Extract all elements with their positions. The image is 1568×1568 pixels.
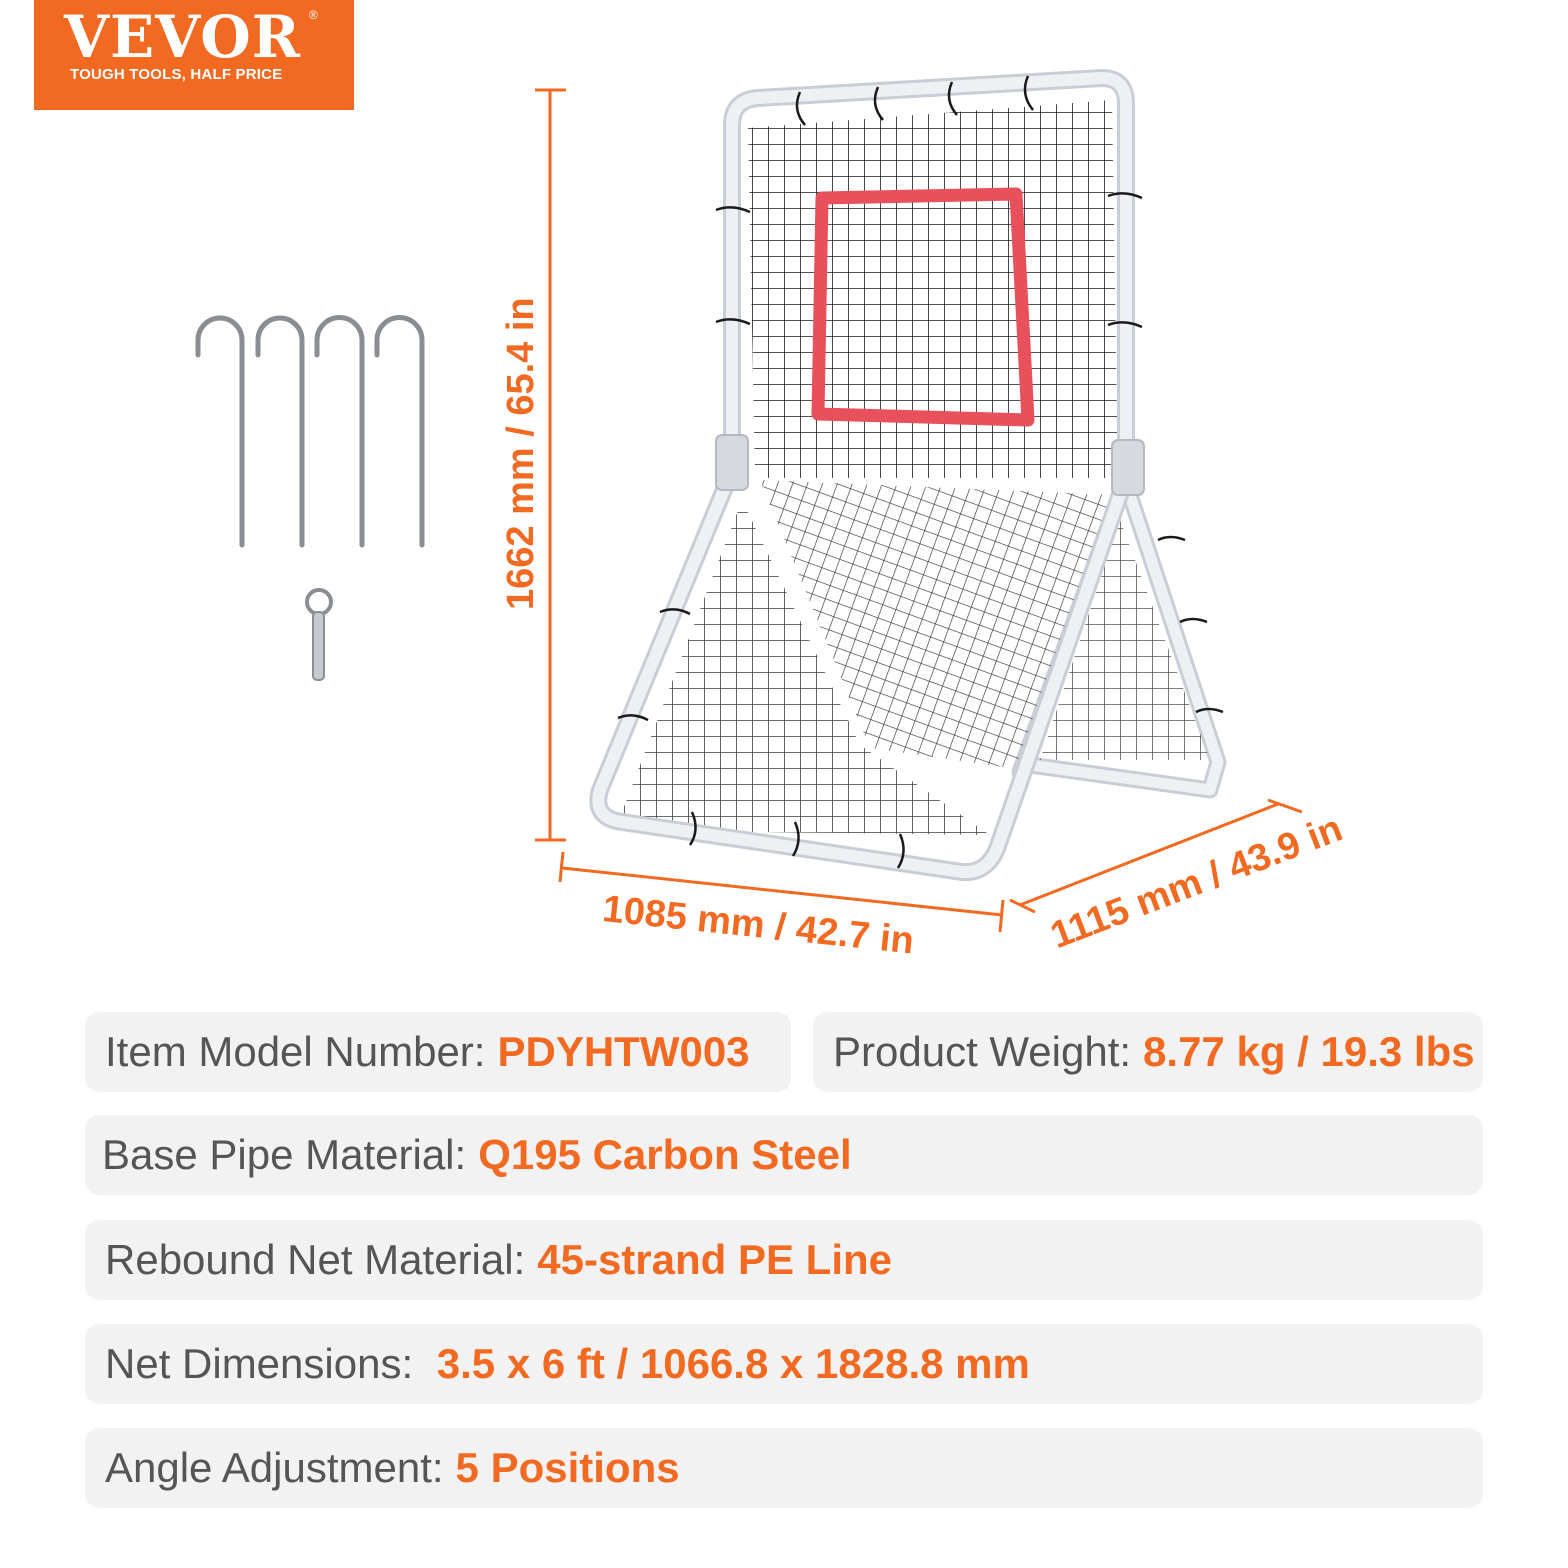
registered-mark: ® xyxy=(309,8,318,22)
left-hinge xyxy=(716,435,748,490)
spec-value: 3.5 x 6 ft / 1066.8 x 1828.8 mm xyxy=(425,1340,1030,1387)
brand-name: VEVOR xyxy=(64,3,301,71)
spec-model-number xyxy=(85,1012,791,1092)
ground-stakes xyxy=(198,318,422,546)
spec-value: 8.77 kg / 19.3 lbs xyxy=(1143,1028,1475,1075)
spec-label: Product Weight: xyxy=(833,1028,1132,1075)
right-hinge xyxy=(1112,440,1144,495)
spec-product-weight xyxy=(813,1012,1483,1092)
depth-label: 1115 mm / 43.9 in xyxy=(1045,807,1349,958)
spec-angle-adjustment xyxy=(85,1428,1483,1508)
brand-tagline: TOUGH TOOLS, HALF PRICE xyxy=(70,66,283,83)
width-label: 1085 mm / 42.7 in xyxy=(600,888,916,963)
spec-label: Net Dimensions: xyxy=(105,1340,414,1387)
spec-label: Base Pipe Material: xyxy=(102,1131,467,1178)
spec-value: Q195 Carbon Steel xyxy=(478,1131,852,1178)
spec-label: Item Model Number: xyxy=(105,1028,486,1075)
spec-value: PDYHTW003 xyxy=(497,1028,750,1075)
spec-base-pipe-material xyxy=(85,1115,1483,1195)
spec-value: 45-strand PE Line xyxy=(537,1236,892,1283)
spec-label: Rebound Net Material: xyxy=(105,1236,526,1283)
height-label: 1662 mm / 65.4 in xyxy=(500,297,542,610)
locking-pin xyxy=(307,590,331,680)
spec-net-dimensions xyxy=(85,1324,1483,1404)
spec-value: 5 Positions xyxy=(455,1444,680,1491)
spec-label: Angle Adjustment: xyxy=(105,1444,444,1491)
spec-rebound-net-material xyxy=(85,1220,1483,1300)
